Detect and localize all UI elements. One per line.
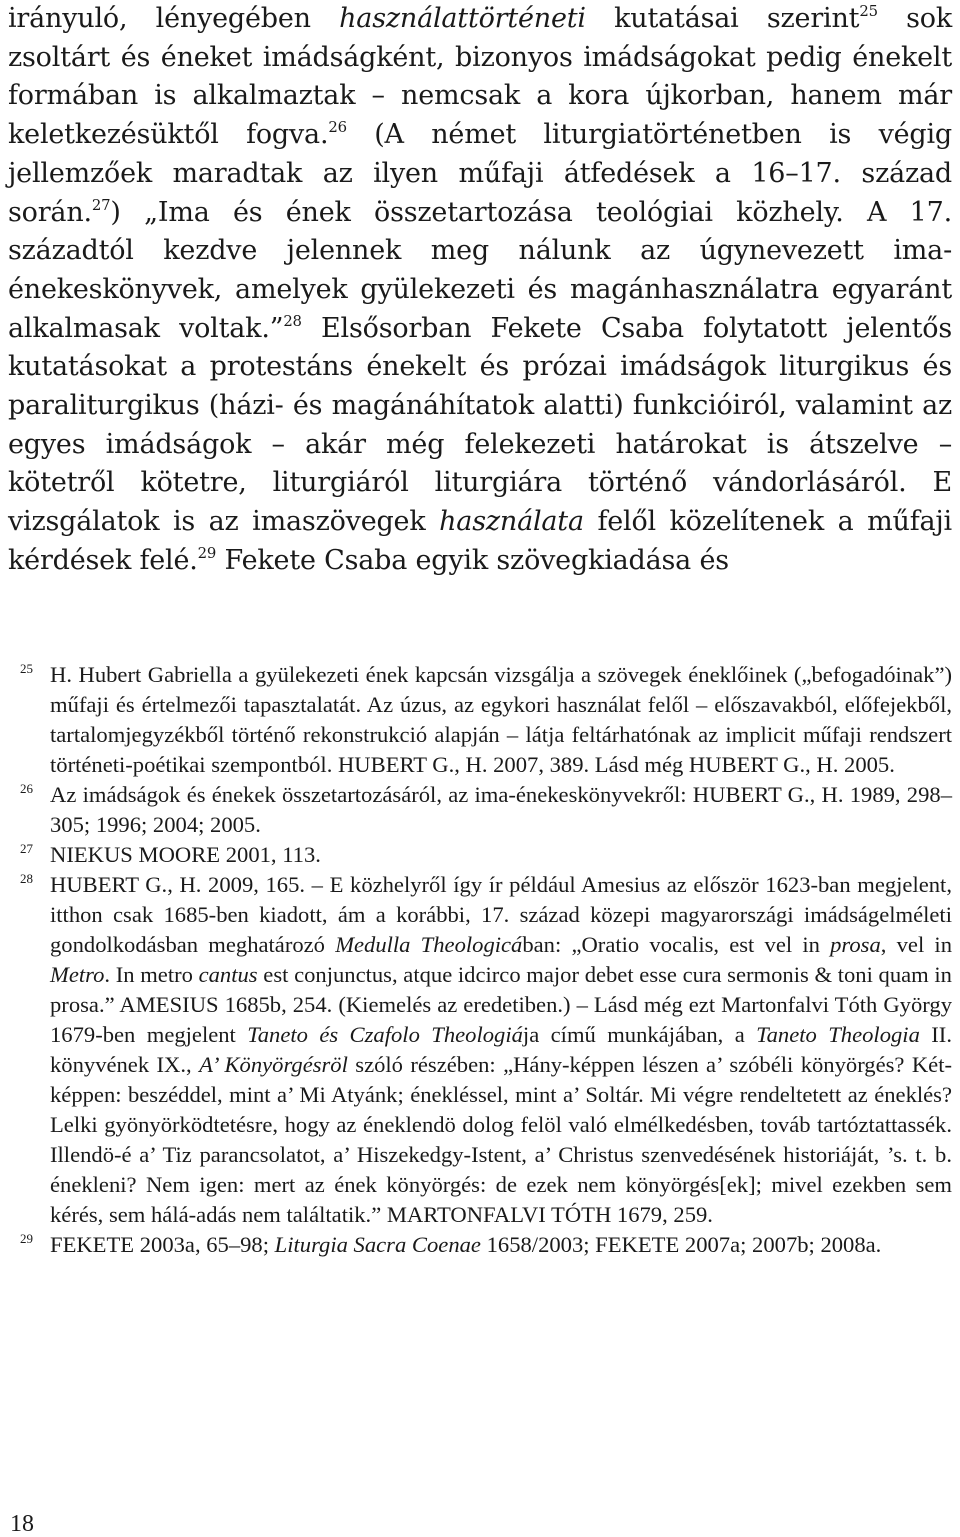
footnote-29 bbox=[8, 1230, 952, 1260]
main-text bbox=[8, 0, 952, 581]
italic-term: cantus bbox=[198, 962, 258, 987]
footnote-segment: HUBERT G., H. 2009, 165. – E közhelyről így ír például Amesius az először 1623-ban megjelent, itthon csak 1685-ben kiadott, ám a korábbi, 17. század közepi magyarországi imádságelméleti gondolkodásban meghatározó bbox=[50, 872, 952, 957]
italic-title: A’ Könyörgésröl bbox=[199, 1052, 348, 1077]
italic-term: Metro bbox=[50, 962, 105, 987]
footnote-number: 27 bbox=[20, 841, 33, 856]
body-text: sok zsoltárt és éneket imádságként, bizonyos imádságokat pedig énekelt formában is alkalmaztak – nemcsak a kora újkorban, hanem már keletkezésüktől fogva. bbox=[8, 3, 953, 151]
footnote-text: NIEKUS MOORE 2001, 113. bbox=[50, 842, 321, 867]
footnote-segment: , vel in bbox=[880, 932, 952, 957]
body-text: ) „Ima és ének összetartozása teológiai közhely. A 17. századtól kezdve jelennek meg nálunk az úgynevezett ima-énekeskönyvek, amelyek gyülekezeti és magánhasználatra egyaránt alkalmasak voltak.” bbox=[8, 196, 952, 344]
footnote-ref-28[interactable]: 28 bbox=[283, 311, 302, 330]
footnote-segment: 1658/2003; FEKETE 2007a; 2007b; 2008a. bbox=[480, 1232, 882, 1257]
emphasis-text: használattörténeti bbox=[339, 3, 586, 34]
footnote-number: 25 bbox=[20, 661, 33, 676]
footnote-number: 29 bbox=[20, 1231, 33, 1246]
footnote-ref-29[interactable]: 29 bbox=[197, 543, 217, 562]
italic-title: Medulla Theologicá bbox=[335, 932, 523, 957]
footnote-28 bbox=[8, 870, 952, 1230]
body-text: (A német liturgiatörténetben is végig jellemzőek maradtak az ilyen műfaji átfedések a 16–17. század során. bbox=[8, 119, 953, 228]
footnote-segment: szóló részében: „Hány-képpen lészen a’ szóbéli könyörgés? Két-képpen: beszéddel, mint a’ Mi Atyánk; énekléssel, mint a’ Soltár. Mi végre rendeltetett az éneklés? Lelki gyönyörködtetésre, hogy az éneklendö dolog felöl való elmélkedésben, továb tartóztattassék. Illendö-é a’ Tiz parancsolatot, a’ Hiszekedgy-Istent, a’ Christus szenvedésének historiáját, ’s. t. b. énekleni? Nem igen: mert az ének könyörgés: de ezek nem könyörgés[ek]; mivel ezekben sem kérés, sem hálá-adás nem találtatik.” MARTONFALVI TÓTH 1679, 259. bbox=[50, 1052, 952, 1227]
footnote-segment: II. könyvének IX., bbox=[50, 1022, 952, 1077]
footnote-text: H. Hubert Gabriella a gyülekezeti ének kapcsán vizsgálja a szövegek éneklőinek („befogadóinak”) műfaji és értelmezői tapasztalatát. Az úzus, az egykori használat felől – előszavakból, előfejekből, tartalomjegyzékből történő rekonstrukció alapján – látja feltárhatónak az implicit műfaji rendszert történeti-poétikai szempontból. HUBERT G., H. 2007, 389. Lásd még HUBERT G., H. 2005. bbox=[50, 662, 952, 777]
footnote-segment: est conjunctus, atque idcirco major debet esse cura sermonis & toni quam in prosa.” AMESIUS 1685b, 254. (Kiemelés az eredetiben.) – Lásd még ezt Martonfalvi Tóth György 1679-ben megjelent bbox=[50, 962, 952, 1047]
body-text: Elsősorban Fekete Csaba folytatott jelentős kutatásokat a protestáns énekelt és prózai imádságok liturgikus és paraliturgikus (házi- és magánáhítatok alatti) funkcióiról, valamint az egyes imádságok – akár még felekezeti határokat is átszelve – kötetről kötetre, liturgiáról liturgiára történő vándorlásáról. E vizsgálatok is az imaszövegek bbox=[8, 312, 952, 538]
page-number: 18 bbox=[10, 1511, 34, 1537]
italic-title: Taneto és Czafolo Theologiá bbox=[247, 1022, 523, 1047]
footnote-text: Az imádságok és énekek összetartozásáról, az ima-énekeskönyvekről: HUBERT G., H. 1989, 298–305; 1996; 2004; 2005. bbox=[50, 782, 952, 837]
italic-term: prosa bbox=[830, 932, 881, 957]
footnote-text bbox=[50, 1230, 952, 1260]
footnote-25 bbox=[8, 660, 952, 780]
emphasis-text: használata bbox=[439, 506, 584, 538]
footnote-segment: FEKETE 2003a, 65–98; bbox=[50, 1232, 275, 1257]
footnote-ref-25[interactable]: 25 bbox=[859, 1, 878, 20]
footnote-number: 28 bbox=[20, 871, 33, 886]
footnote-text bbox=[50, 870, 952, 1230]
body-paragraph bbox=[8, 0, 952, 581]
footnotes bbox=[8, 660, 952, 1260]
footnote-segment: . In metro bbox=[104, 962, 199, 987]
body-text: felől közelítenek a műfaji kérdések felé. bbox=[8, 506, 952, 576]
italic-title: Liturgia Sacra Coenae bbox=[274, 1232, 481, 1257]
footnote-number: 26 bbox=[20, 781, 33, 796]
footnote-27 bbox=[8, 840, 952, 870]
footnote-segment: ban: „Oratio vocalis, est vel in bbox=[522, 932, 831, 957]
footnote-26 bbox=[8, 780, 952, 840]
body-text: kutatásai szerint bbox=[585, 3, 860, 34]
footnote-ref-26[interactable]: 26 bbox=[328, 117, 347, 136]
body-text: irányuló, lényegében bbox=[8, 3, 340, 34]
footnote-ref-27[interactable]: 27 bbox=[91, 195, 111, 214]
italic-title: Taneto Theologia bbox=[756, 1022, 920, 1047]
footnote-segment: ja című munkájában, a bbox=[522, 1022, 757, 1047]
body-text: Fekete Csaba egyik szövegkiadása és bbox=[216, 544, 729, 576]
